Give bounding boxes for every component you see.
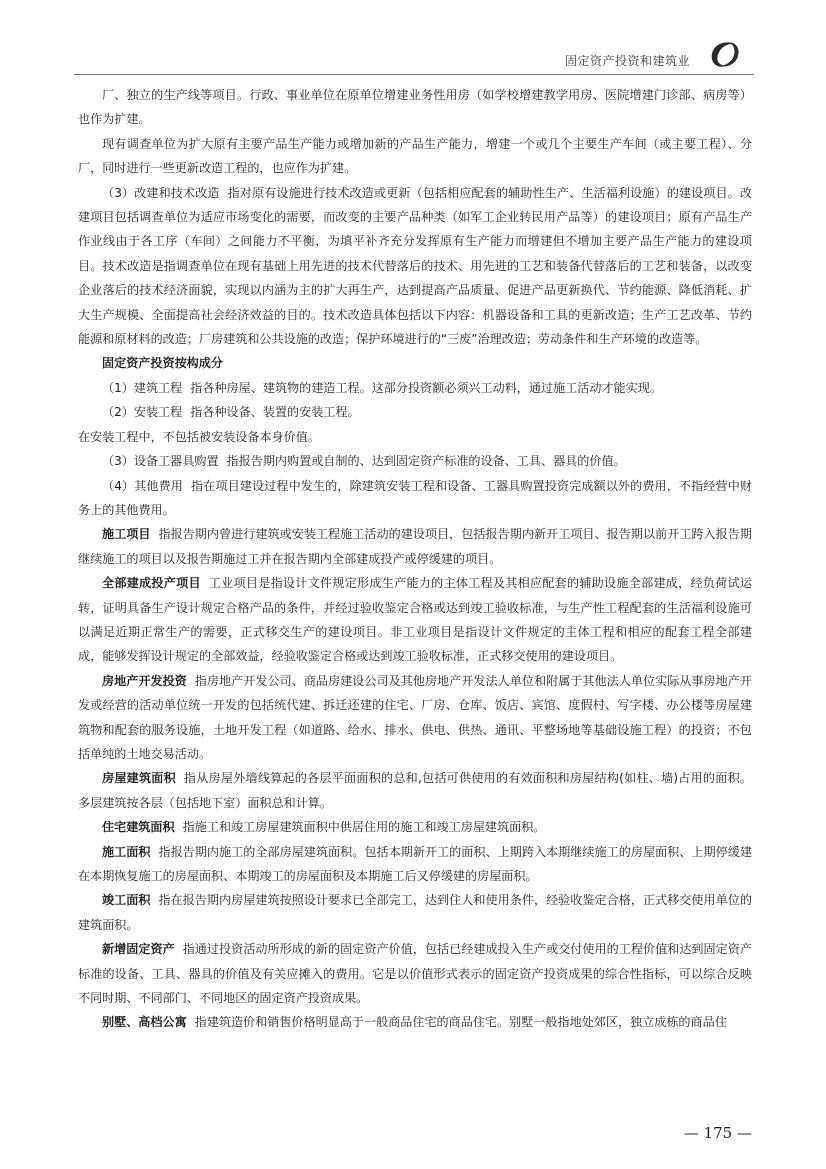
- body-paragraph: [78, 840, 752, 889]
- paragraph-text: 在安装工程中，不包括被安装设备本身价值。: [78, 429, 320, 444]
- body-paragraph: [78, 888, 752, 937]
- item-label: （4）其他费用: [102, 478, 183, 493]
- body-paragraph: [78, 400, 752, 424]
- paragraph-text: 现有调查单位为扩大原有主要产品生产能力或增加新的产品生产能力，增建一个或几个主要生产车间（或主要工程）、分厂，同时进行一些更新改造工程的，也应作为扩建。: [78, 136, 752, 176]
- body-paragraph: [78, 815, 752, 839]
- term-label: 住宅建筑面积: [102, 820, 175, 835]
- term-label: 竣工面积: [102, 893, 151, 908]
- body-paragraph: [78, 1010, 752, 1034]
- body-paragraph: [78, 766, 752, 815]
- paragraph-text: 指各种设备、装置的安装工程。: [190, 405, 360, 420]
- body-paragraph: [78, 376, 752, 400]
- paragraph-text: 指通过投资活动所形成的新的固定资产价值，包括已经建成投入生产或交付使用的工程价值和达到固定资产标准的设备、工具、器具的价值及有关应摊入的费用。它是以价值形式表示的固定资产投资成果的综合性指标，可以综合反映不同时期、不同部门、不同地区的固定资产投资成果。: [78, 942, 752, 1006]
- item-label: （3）设备工器具购置: [102, 454, 219, 469]
- term-label: 施工面积: [102, 844, 151, 859]
- body-paragraph: [78, 132, 752, 181]
- body-paragraph: [78, 425, 752, 449]
- page-header: [0, 0, 826, 76]
- body-paragraph: [78, 522, 752, 571]
- paragraph-text: 指报告期内施工的全部房屋建筑面积。包括本期新开工的面积、上期跨入本期继续施工的房屋面积、上期停缓建在本期恢复施工的房屋面积、本期竣工的房屋面积及本期施工后又停缓建的房屋面积。: [78, 844, 752, 883]
- page-body: [78, 83, 752, 1035]
- header-rule: [74, 74, 754, 75]
- page-number: — 175 —: [683, 1124, 752, 1142]
- body-paragraph: [78, 937, 752, 1010]
- body-paragraph: [78, 449, 752, 473]
- item-label: （3）改建和技术改造: [102, 185, 220, 200]
- section-heading: 固定资产投资按构成分: [102, 356, 223, 371]
- term-label: 施工项目: [102, 527, 151, 542]
- body-paragraph: [78, 571, 752, 669]
- item-label: （2）安装工程: [102, 405, 183, 420]
- body-paragraph: [78, 474, 752, 523]
- running-header-title: 固定资产投资和建筑业: [565, 54, 691, 68]
- paragraph-text: 指建筑造价和销售价格明显高于一般商品住宅的商品住宅。别墅一般指地处郊区，独立成栋的商品住: [194, 1015, 727, 1030]
- paragraph-text: 指各种房屋、建筑物的建造工程。这部分投资额必须兴工动料，通过施工活动才能实现。: [190, 380, 662, 395]
- term-label: 新增固定资产: [102, 942, 175, 957]
- body-paragraph: [78, 669, 752, 767]
- paragraph-text: 指报告期内曾进行建筑或安装工程施工活动的建设项目，包括报告期内新开工项目、报告期以前开工跨入报告期继续施工的项目以及报告期施过工并在报告期内全部建成投产或停缓建的项目。: [78, 527, 752, 566]
- paragraph-text: 指从房屋外墙线算起的各层平面面积的总和,包括可供使用的有效面积和房屋结构(如柱、墙)占用的面积。多层建筑按各层（包括地下室）面积总和计算。: [78, 771, 752, 810]
- item-label: （1）建筑工程: [102, 380, 183, 395]
- term-label: 房地产开发投资: [102, 673, 187, 688]
- term-label: 房屋建筑面积: [102, 771, 176, 786]
- paragraph-text: 指对原有设施进行技术改造或更新（包括相应配套的辅助性生产、生活福利设施）的建设项目。改建项目包括调查单位为适应市场变化的需要，而改变的主要产品种类（如军工企业转民用产品等）的建设项目；原有产品生产作业线由于各工序（车间）之间能力不平衡，为填平补齐充分发挥原有生产能力而增建但不增加主要产品生产能力的建设项目。技术改造是指调查单位在现有基础上用先进的技术代替落后的技术、用先进的工艺和装备代替落后的工艺和装备，以改变企业落后的技术经济面貌，实现以内涵为主的扩大再生产，达到提高产品质量、促进产品更新换代、节约能源、降低消耗、扩大生产规模、全面提高社会经济效益的目的。技术改造具体包括以下内容：机器设备和工具的更新改造；生产工艺改革、节约能源和原材料的改造；厂房建筑和公共设施的改造；保护环境进行的“三废”治理改造；劳动条件和生产环境的改造等。: [78, 185, 752, 347]
- paragraph-text: 指在报告期内房屋建筑按照设计要求已全部完工，达到住人和使用条件，经验收鉴定合格，正式移交使用单位的建筑面积。: [78, 893, 752, 932]
- body-paragraph: [78, 181, 752, 352]
- paragraph-text: 指在项目建设过程中发生的，除建筑安装工程和设备、工器具购置投资完成额以外的费用，不指经营中财务上的其他费用。: [78, 478, 752, 517]
- term-label: 全部建成投产项目: [102, 576, 201, 591]
- body-paragraph: [78, 83, 752, 132]
- paragraph-text: 指施工和竣工房屋建筑面积中供居住用的施工和竣工房屋建筑面积。: [182, 820, 546, 835]
- paragraph-text: 指报告期内购置或自制的、达到固定资产标准的设备、工具、器具的价值。: [226, 454, 626, 469]
- paragraph-text: 工业项目是指设计文件规定形成生产能力的主体工程及其相应配套的辅助设施全部建成，经负荷试运转，证明具备生产设计规定合格产品的条件，并经过验收鉴定合格或达到竣工验收标准，与生产性工程配套的生活福利设施可以满足近期正常生产的需要，正式移交生产的建设项目。非工业项目是指设计文件规定的主体工程和相应的配套工程全部建成，能够发挥设计规定的全部效益，经验收鉴定合格或达到竣工验收标准，正式移交使用的建设项目。: [78, 576, 752, 664]
- paragraph-text: 厂、独立的生产线等项目。行政、事业单位在原单位增建业务性用房（如学校增建教学用房、医院增建门诊部、病房等）也作为扩建。: [78, 88, 752, 127]
- term-label: 别墅、高档公寓: [102, 1015, 187, 1030]
- paragraph-text: 指房地产开发公司、商品房建设公司及其他房地产开发法人单位和附属于其他法人单位实际从事房地产开发或经营的活动单位统一开发的包括统代建、拆迁还建的住宅、厂房、仓库、饭店、宾馆、度假村、写字楼、办公楼等房屋建筑物和配套的服务设施，土地开发工程（如道路、给水、排水、供电、供热、通讯、平整场地等基础设施工程）的投资；不包括单纯的土地交易活动。: [78, 673, 752, 761]
- leaf-swirl-icon: [706, 36, 744, 72]
